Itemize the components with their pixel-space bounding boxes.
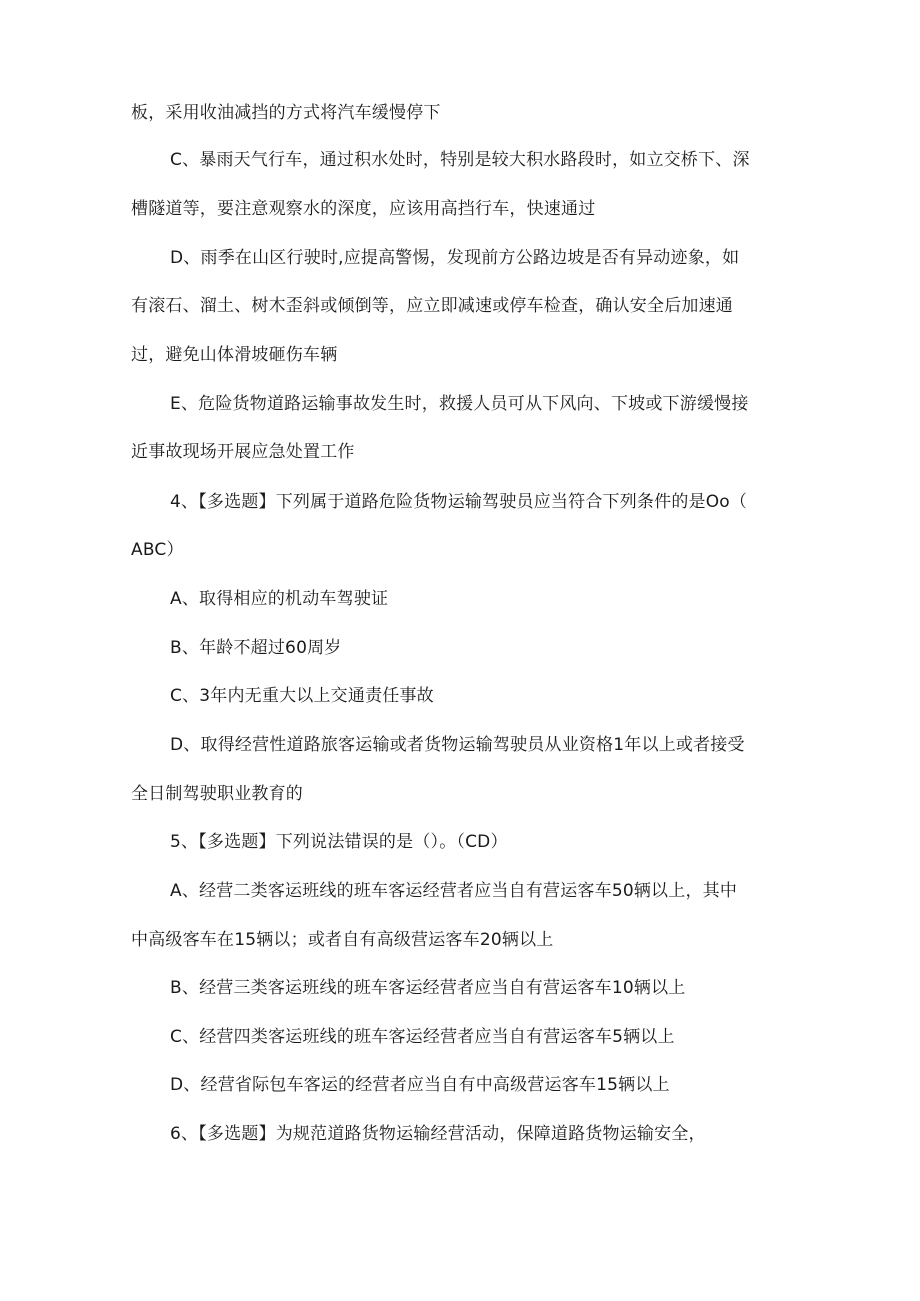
text-line: 槽隧道等，要注意观察水的深度，应该用高挡行车，快速通过: [131, 199, 596, 219]
option-b-line: B、年龄不超过60周岁: [170, 638, 342, 658]
option-c-line: C、暴雨天气行车，通过积水处时，特别是较大积水路段时，如立交桥下、深: [170, 150, 750, 170]
answer-line: ABC）: [131, 540, 184, 560]
option-b-line: B、经营三类客运班线的班车客运经营者应当自有营运客车10辆以上: [170, 978, 686, 998]
question-5-line: 5、【多选题】下列说法错误的是（）。（CD）: [170, 832, 508, 852]
text-line: 中高级客车在15辆以；或者自有高级营运客车20辆以上: [131, 930, 554, 950]
question-4-line: 4、【多选题】下列属于道路危险货物运输驾驶员应当符合下列条件的是Oo（: [170, 492, 748, 512]
text-line: 板，采用收油减挡的方式将汽车缓慢停下: [131, 103, 441, 123]
option-c-line: C、经营四类客运班线的班车客运经营者应当自有营运客车5辆以上: [170, 1027, 675, 1047]
question-6-line: 6、【多选题】为规范道路货物运输经营活动，保障道路货物运输安全，: [170, 1124, 706, 1144]
option-d-line: D、取得经营性道路旅客运输或者货物运输驾驶员从业资格1年以上或者接受: [170, 735, 745, 755]
option-c-line: C、3年内无重大以上交通责任事故: [170, 686, 434, 706]
option-d-line: D、经营省际包车客运的经营者应当自有中高级营运客车15辆以上: [170, 1075, 670, 1095]
text-line: 近事故现场开展应急处置工作: [131, 442, 355, 462]
text-line: 全日制驾驶职业教育的: [131, 784, 303, 804]
option-e-line: E、危险货物道路运输事故发生时，救援人员可从下风向、下坡或下游缓慢接: [170, 394, 749, 414]
text-line: 有滚石、溜土、树木歪斜或倾倒等，应立即减速或停车检查，确认安全后加速通: [131, 296, 733, 316]
text-line: 过，避免山体滑坡砸伤车辆: [131, 345, 338, 365]
option-d-line: D、雨季在山区行驶时,应提高警惕，发现前方公路边坡是否有异动迹象，如: [170, 248, 740, 268]
option-a-line: A、取得相应的机动车驾驶证: [170, 589, 389, 609]
option-a-line: A、经营二类客运班线的班车客运经营者应当自有营运客车50辆以上，其中: [170, 881, 738, 901]
